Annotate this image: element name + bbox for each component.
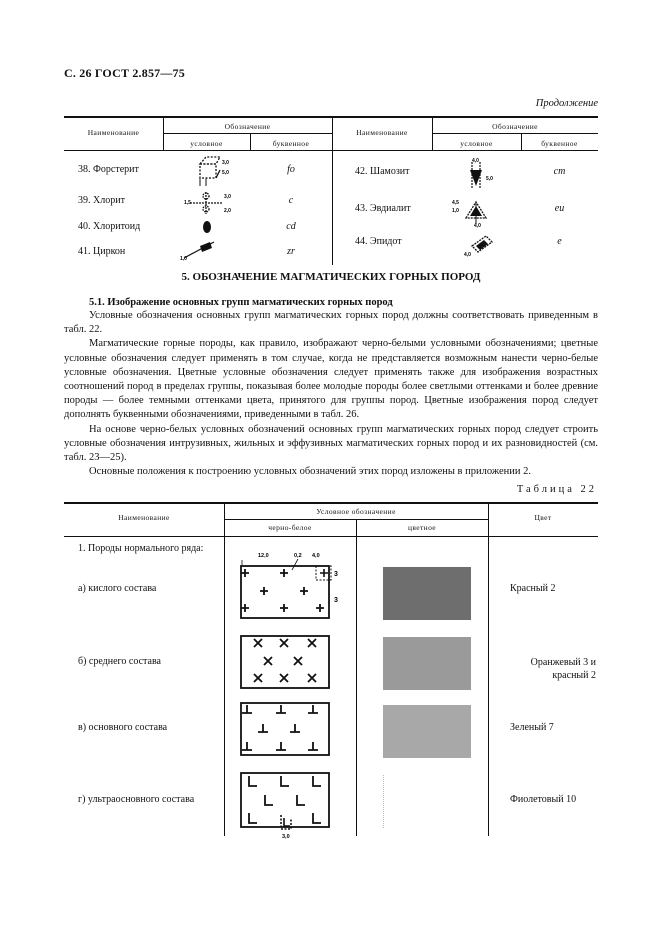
zircon-symbol [180,238,220,262]
code-zircon: zr [287,246,295,257]
chlorite-dim-a: 3,0 [224,194,231,200]
col-designation-left: Обозначение [224,122,271,131]
eudialyte-symbol [452,196,498,228]
acid-dim-b: 4,0 [312,553,320,559]
section-title: 5. ОБОЗНАЧЕНИЕ МАГМАТИЧЕСКИХ ГОРНЫХ ПОРОД [181,271,481,283]
eudialyte-dim-e: 1,0 [452,208,459,214]
pattern-acid [236,548,348,620]
page-header: С. 26 ГОСТ 2.857—75 [64,66,185,80]
forsterite-dim-b: 5,0 [222,170,229,176]
paragraph-1: Условные обозначения основных групп магматических горных пород должны соответствовать приведенным в табл. 22. [64,310,598,336]
row-basic-color: Зеленый 7 [510,722,554,733]
swatch-ultrabasic [383,775,472,828]
section-body [64,309,598,479]
continuation-label: Продолжение [535,98,598,109]
t2-col-designation: Условное обозначение [316,507,396,516]
mineral-eudialyte: 43. Эвдиалит [355,203,411,214]
forsterite-dim-a: 3,0 [222,160,229,166]
code-epidote: e [557,236,562,247]
row-basic-name: в) основного состава [78,722,168,733]
acid-dim-a: 0,2 [294,553,302,559]
group-title: 1. Породы нормального ряда: [78,543,204,554]
mineral-epidote: 44. Эпидот [355,236,402,247]
pattern-intermediate [236,632,336,692]
row-acid-color: Красный 2 [510,583,556,594]
swatch-intermediate [383,637,471,690]
code-chloritoid: cd [286,221,296,232]
row-intermediate-color: Оранжевый 3 и красный 2 [530,657,596,681]
col-symbolic-left: условное [190,139,223,148]
col-name-left: Наименование [87,128,140,137]
table-caption: Таблица 22 [516,484,597,495]
chamosite-dim-d: 4,0 [472,158,479,164]
paragraph-2: Магматические горные породы, как правило, изображают черно-белыми условными обозначениями; цветные условные обозначения следует применять в том случае, когда не представляется возможным нанести черно-белые условные обозначения. Цветные условные обозначения следует применять также для изображения возрастных соотношений пород в пределах группы, показывая более молодые породы более светлыми оттенками и более древние породы — более темными оттенками цвета, принятого для группы пород. Цветные изображения пород следует дополнять буквенными обозначениями, приведенными в табл. 26. [64,338,598,421]
code-chamosite: cm [553,166,566,177]
swatch-basic [383,705,471,758]
col-name-right: Наименование [356,128,408,137]
row-ultrabasic-name: г) ультраосновного состава [78,794,195,805]
col-designation-right: Обозначение [492,122,538,131]
t2-col-bw: черно-белое [268,523,312,532]
chamosite-symbol [460,156,500,192]
row-ultrabasic-color: Фиолетовый 10 [510,794,577,805]
chloritoid-symbol [200,218,214,236]
chlorite-symbol [184,190,238,216]
pattern-ultrabasic [236,768,336,842]
swatch-acid [383,567,471,620]
col-symbolic-right: условное [460,139,493,148]
mineral-chamosite: 42. Шамозит [355,166,410,177]
eudialyte-dim-g: 4,5 [452,200,459,206]
epidote-symbol [462,230,502,258]
t2-col-color: цветное [407,523,437,532]
code-eudialyte: eu [554,203,565,214]
chlorite-dim-c: 1,5 [184,200,191,206]
zircon-dim-e: 1,0 [180,256,187,262]
row-acid-name: а) кислого состава [78,583,157,594]
acid-dim-c: 3 [334,571,338,578]
code-chlorite: c [288,195,294,206]
t2-col-colorname: Цвет [534,513,552,522]
section-subtitle: 5.1. Изображение основных групп магматических горных пород [89,297,393,308]
mineral-chlorite: 39. Хлорит [78,195,125,206]
mineral-chloritoid: 40. Хлоритоид [78,221,141,232]
pattern-basic [236,698,336,760]
chlorite-dim-f: 2,0 [224,208,231,214]
col-letter-left: буквенное [272,139,310,148]
chamosite-dim-b: 5,0 [486,176,493,182]
ultrabasic-dim-e: 3,0 [282,834,290,840]
epidote-dim-d: 4,0 [464,252,471,258]
col-letter-right: буквенное [541,139,578,148]
paragraph-3: На основе черно-белых условных обозначений основных групп магматических горных пород следует строить условные обозначения интрузивных, жильных и эффузивных магматических горных пород и их разновидностей (см. табл. 23—25). [64,423,598,464]
paragraph-4: Основные положения к построению условных обозначений этих пород изложены в приложении 2. [89,466,531,478]
forsterite-symbol [190,154,236,190]
eudialyte-dim-d: 4,0 [474,223,481,228]
acid-dim-d: 3 [334,597,338,604]
mineral-zircon: 41. Циркон [78,246,126,257]
acid-dim-w: 12,0 [258,553,269,559]
mineral-forsterite: 38. Форстерит [78,164,139,175]
code-forsterite: fo [287,164,295,175]
t2-col-name: Наименование [118,513,170,522]
row-intermediate-name: б) среднего состава [78,656,161,667]
